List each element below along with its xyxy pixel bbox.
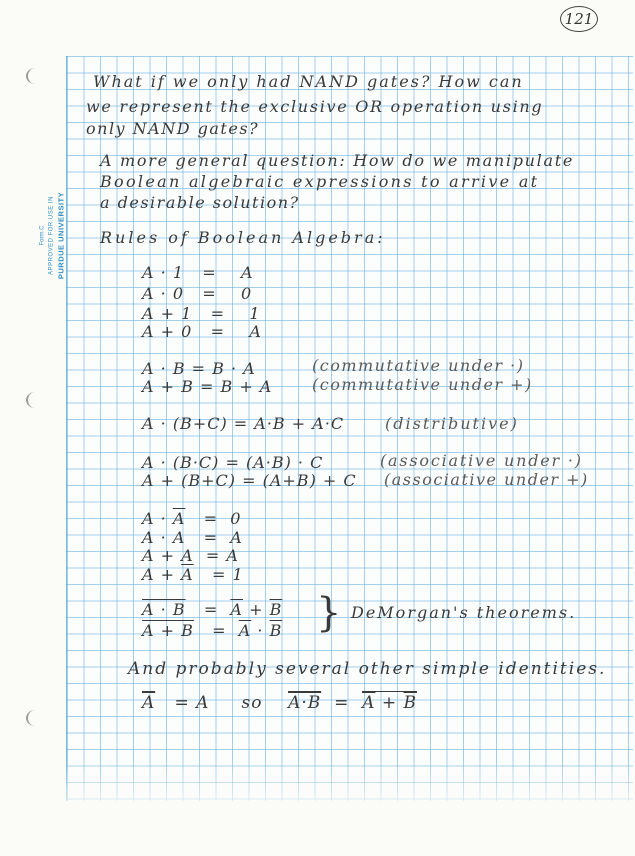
complement-right: A bbox=[226, 546, 239, 565]
complement-eq: = bbox=[203, 509, 219, 528]
complement-left: A · bbox=[142, 509, 173, 528]
associative-expr: A · (B·C) = (A·B) · C bbox=[142, 453, 324, 472]
identity-row bbox=[142, 284, 252, 303]
complement-bar: $\overline{A}$ bbox=[172, 509, 186, 528]
closing-line: And probably several other simple identities. bbox=[128, 659, 607, 679]
commutative-expr: A + B = B + A bbox=[142, 377, 273, 396]
bottom-fade bbox=[66, 760, 635, 856]
intro-line-2: we represent the exclusive OR operation using bbox=[86, 97, 544, 116]
demorgan-eq: = bbox=[212, 621, 227, 640]
rules-heading: Rules of Boolean Algebra: bbox=[100, 228, 386, 247]
identity-row bbox=[142, 263, 254, 282]
brace-glyph: } bbox=[316, 590, 342, 636]
rhs-op: + bbox=[381, 693, 398, 713]
complement-eq: = bbox=[203, 528, 219, 547]
complement-right: A bbox=[230, 528, 243, 547]
demorgan-row bbox=[142, 621, 282, 640]
complement-row bbox=[142, 528, 243, 547]
margin-label bbox=[39, 186, 66, 286]
intro-line-1: What if we only had NAND gates? How can bbox=[93, 72, 524, 91]
intro-line-3: only NAND gates? bbox=[86, 119, 260, 138]
commutative-note: (commutative under ·) bbox=[312, 356, 525, 375]
distributive-note: (distributive) bbox=[385, 414, 519, 433]
identity-left: A + 1 bbox=[142, 304, 193, 323]
complement-left: A + A bbox=[142, 546, 194, 565]
double-negation bbox=[142, 693, 417, 713]
complement-row bbox=[142, 546, 239, 565]
double-negation-eq2: = bbox=[334, 693, 350, 713]
identity-left: A + 0 bbox=[142, 322, 193, 341]
margin-label-line1: Form C bbox=[39, 225, 46, 246]
identity-eq: = bbox=[210, 322, 225, 341]
identity-right: 0 bbox=[241, 284, 253, 303]
identity-eq: = bbox=[210, 304, 225, 323]
identity-left: A · 1 bbox=[142, 263, 184, 282]
identity-row bbox=[142, 304, 261, 323]
double-negation-eq: = A bbox=[174, 693, 210, 713]
demorgan-rhs-b: $\overline{B}$ bbox=[269, 621, 283, 640]
complement-right: 0 bbox=[230, 509, 242, 528]
so-word: so bbox=[241, 693, 263, 713]
distributive-expr: A · (B+C) = A·B + A·C bbox=[142, 414, 345, 433]
commutative-expr: A · B = B · A bbox=[142, 359, 256, 378]
demorgan-label: DeMorgan's theorems. bbox=[351, 603, 577, 622]
page-number: 121 bbox=[560, 6, 598, 32]
complement-right: 1 bbox=[232, 565, 244, 584]
demorgan-lhs: A · B bbox=[142, 600, 186, 619]
rhs-b: $\overline{B}$ bbox=[403, 693, 417, 713]
question-line-3: a desirable solution? bbox=[100, 193, 300, 212]
identity-right: A bbox=[241, 263, 254, 282]
demorgan-op: + bbox=[242, 600, 270, 619]
rhs-group bbox=[362, 691, 417, 713]
complement-row bbox=[142, 565, 244, 584]
question-line-2: Boolean algebraic expressions to arrive at bbox=[100, 172, 540, 191]
rhs-a: $\overline{A}$ bbox=[362, 693, 376, 713]
binder-hole bbox=[26, 710, 44, 726]
identity-row bbox=[142, 322, 262, 341]
associative-note: (associative under ·) bbox=[380, 451, 583, 470]
complement-bar: $\overline{A}$ bbox=[181, 565, 194, 584]
demorgan-row bbox=[142, 600, 282, 619]
demorgan-lhs: A + B bbox=[142, 621, 194, 640]
identity-right: A bbox=[249, 322, 262, 341]
complement-row bbox=[142, 509, 241, 528]
demorgan-rhs-b: $\overline{B}$ bbox=[269, 600, 283, 619]
identity-right: 1 bbox=[249, 304, 261, 323]
demorgan-eq: = bbox=[203, 600, 219, 619]
complement-eq: = bbox=[205, 546, 221, 565]
identity-eq: = bbox=[202, 284, 217, 303]
complement-eq: = bbox=[211, 565, 227, 584]
complement-left: A + bbox=[142, 565, 182, 584]
identity-left: A · 0 bbox=[142, 284, 184, 303]
double-bar-lhs: $\overline{A}$ bbox=[142, 693, 156, 713]
identity-eq: = bbox=[202, 263, 217, 282]
margin-label-line2: APPROVED FOR USE IN bbox=[48, 196, 55, 275]
commutative-note: (commutative under +) bbox=[312, 375, 533, 394]
margin-label-line3: PURDUE UNIVERSITY bbox=[56, 191, 66, 280]
double-bar-expr: A·B bbox=[288, 693, 322, 713]
question-line-1: A more general question: How do we manipulate bbox=[100, 151, 575, 170]
demorgan-op: · bbox=[251, 621, 270, 640]
binder-hole bbox=[26, 392, 44, 408]
complement-left: A · A bbox=[142, 528, 186, 547]
demorgan-rhs-a: $\overline{A}$ bbox=[230, 600, 243, 619]
binder-hole bbox=[26, 68, 44, 84]
associative-expr: A + (B+C) = (A+B) + C bbox=[142, 471, 357, 490]
associative-note: (associative under +) bbox=[384, 470, 589, 489]
demorgan-rhs-a: $\overline{A}$ bbox=[238, 621, 252, 640]
